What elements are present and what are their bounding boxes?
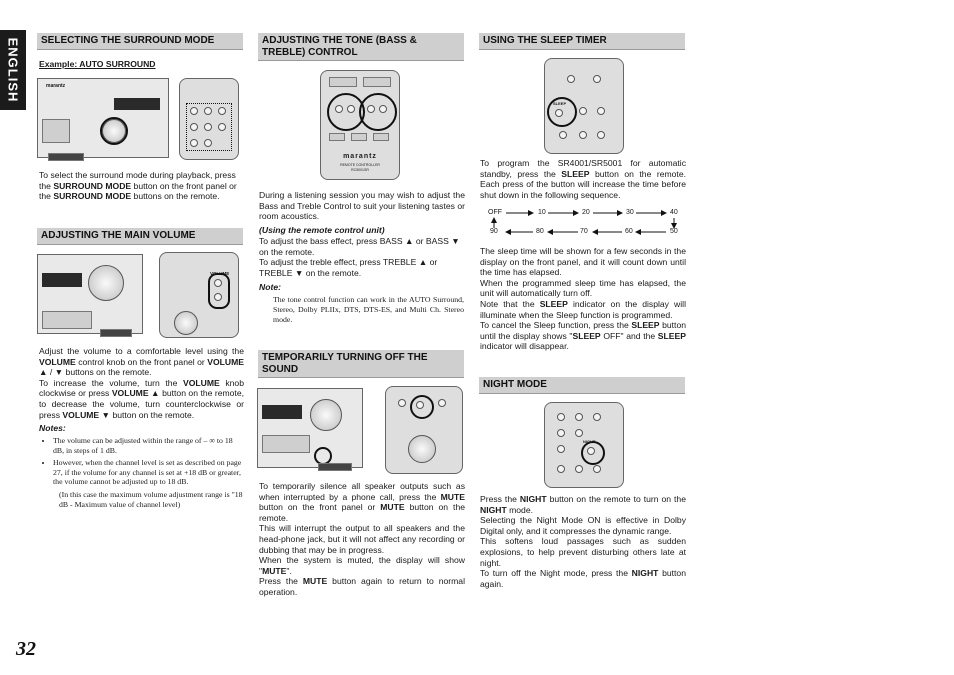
remote-key <box>363 77 391 87</box>
night-button-highlight <box>581 441 605 465</box>
tone-note-label: Note: <box>259 282 281 292</box>
sleep-body-1: To program the SR4001/SR5001 for automatic standby, press the SLEEP button on the remote. Each press of the button will increase the time before shut down in the following sequence. <box>480 158 686 200</box>
night-body-1: Press the NIGHT button on the remote to turn on the NIGHT mode. <box>480 494 686 515</box>
remote-button <box>557 465 565 473</box>
language-tab <box>0 30 26 110</box>
remote-button <box>593 75 601 83</box>
sleep-button-highlight <box>547 97 577 127</box>
seq-top-4: 40 <box>670 209 678 216</box>
remote-button <box>593 413 601 421</box>
volume-figure <box>37 252 242 340</box>
tone-remote-label: (Using the remote control unit) <box>259 225 385 235</box>
receiver-front-panel <box>37 78 169 158</box>
panel-block <box>42 119 70 143</box>
remote-key <box>373 133 389 141</box>
language-label: ENGLISH <box>5 37 21 103</box>
volume-knob <box>88 265 124 301</box>
tone-figure <box>320 70 400 180</box>
mute-body-2: This will interrupt the output to all speakers and the head-phone jack, but it will not affect any recording or dubbing that may be in progress. <box>259 523 465 555</box>
sleep-figure <box>544 58 626 154</box>
tone-treble: To adjust the treble effect, press TREBLE ▲ or TREBLE ▼ on the remote. <box>259 257 438 278</box>
remote-button <box>575 413 583 421</box>
mute-remote-highlight <box>410 395 434 419</box>
volume-notes <box>39 434 245 509</box>
remote-button <box>579 107 587 115</box>
surround-mode-highlight <box>100 117 128 145</box>
remote-brand: marantz <box>343 153 377 160</box>
surround-example: Example: AUTO SURROUND <box>39 59 156 69</box>
display-window <box>114 98 160 110</box>
seq-bottom-2: 70 <box>580 228 588 235</box>
volume-notes-label: Notes: <box>39 423 66 433</box>
remote-control <box>159 252 239 338</box>
remote-button <box>438 399 446 407</box>
seq-top-0: OFF <box>488 209 502 216</box>
tone-note: The tone control function can work in the AUTO Surround, Stereo, Dolby PLIIx, DTS, DTS-ES, and Multi Ch. Stereo mode. <box>273 295 464 324</box>
sleep-label: SLEEP <box>553 101 567 106</box>
bass-down-button <box>335 105 343 113</box>
night-body-2: Selecting the Night Mode ON is effective in Dolby Digital only, and it compresses the dynamic range. <box>480 515 686 536</box>
mute-body-4: Press the MUTE button again to return to normal operation. <box>259 576 465 597</box>
remote-key <box>329 133 345 141</box>
remote-caption: REMOTE CONTROLLER <box>340 163 380 167</box>
sleep-body-2: The sleep time will be shown for a few seconds in the display on the front panel, and it will count down until the time has elapsed. <box>480 246 686 278</box>
tone-body: During a listening session you may wish to adjust the Bass and Treble Control to suit your listening tastes or room acoustics. <box>259 190 465 222</box>
sleep-sequence-diagram <box>486 208 682 238</box>
seq-top-1: 10 <box>538 209 546 216</box>
cursor-pad <box>174 311 198 335</box>
treble-down-button <box>367 105 375 113</box>
seq-top-2: 20 <box>582 209 590 216</box>
volume-knob <box>310 399 342 431</box>
panel-foot <box>48 153 84 161</box>
bass-up-button <box>347 105 355 113</box>
remote-button <box>575 465 583 473</box>
panel-foot <box>100 329 132 337</box>
remote-control <box>544 402 624 488</box>
remote-button <box>559 131 567 139</box>
night-heading: NIGHT MODE <box>479 377 685 394</box>
mute-body-1: To temporarily silence all speaker outputs such as when interrupted by a phone call, press the MUTE button on the front panel or MUTE button on the remote. <box>259 481 465 523</box>
surround-buttons-highlight <box>186 103 232 151</box>
tone-bass: To adjust the bass effect, press BASS ▲ or BASS ▼ on the remote. <box>259 236 460 257</box>
remote-button <box>593 465 601 473</box>
panel-foot <box>318 463 352 471</box>
night-figure <box>544 402 626 488</box>
remote-button <box>597 107 605 115</box>
volume-buttons-highlight <box>208 273 230 309</box>
remote-button <box>557 413 565 421</box>
surround-figure <box>37 78 242 162</box>
remote-control <box>544 58 624 154</box>
remote-button <box>398 399 406 407</box>
volume-heading: ADJUSTING THE MAIN VOLUME <box>37 228 243 245</box>
volume-body-1: Adjust the volume to a comfortable level using the VOLUME control knob on the front panel or VOLUME ▲ / ▼ buttons on the remote. <box>39 346 244 378</box>
volume-note-2: • However, when the channel level is set as described on page 27, if the volume for any channel is set at +18 dB or greater, the volume cannot be adjusted up to 18 dB. <box>53 458 245 487</box>
volume-label: VOLUME <box>210 271 230 276</box>
mute-body <box>259 481 465 598</box>
night-body <box>480 494 686 589</box>
remote-button <box>557 429 565 437</box>
remote-button <box>567 75 575 83</box>
remote-key <box>329 77 357 87</box>
brand-logo: marantz <box>46 83 66 89</box>
mute-figure <box>257 386 467 474</box>
sleep-heading: USING THE SLEEP TIMER <box>479 33 685 50</box>
receiver-front-panel <box>37 254 143 334</box>
treble-up-button <box>379 105 387 113</box>
remote-key <box>351 133 367 141</box>
sleep-body-rest <box>480 246 686 352</box>
night-body-3: This softens loud passages such as sudden explosions, to help prevent disturbing others late at night. <box>480 536 686 568</box>
panel-block <box>42 311 92 329</box>
remote-model: RC5001SR <box>351 168 369 172</box>
surround-body: To select the surround mode during playback, press the SURROUND MODE button on the front panel or the SURROUND MODE buttons on the remote. <box>39 170 237 202</box>
sleep-body-3: When the programmed sleep time has elapsed, the unit will automatically turn off. <box>480 277 686 299</box>
panel-block <box>262 435 310 453</box>
receiver-front-panel <box>257 388 363 468</box>
volume-body <box>39 346 244 420</box>
night-body-4: To turn off the Night mode, press the NIGHT button again. <box>480 568 686 589</box>
remote-control <box>179 78 239 160</box>
remote-control <box>320 70 400 180</box>
remote-button <box>597 131 605 139</box>
display-window <box>262 405 302 419</box>
volume-note-1: • The volume can be adjusted within the range of – ∞ to 18 dB, in steps of 1 dB. <box>53 436 245 455</box>
remote-button <box>575 429 583 437</box>
cursor-pad <box>408 435 436 463</box>
mute-body-3: When the system is muted, the display will show "MUTE". <box>259 555 465 576</box>
sleep-body-5: To cancel the Sleep function, press the SLEEP button until the display shows "SLEEP OFF" and the SLEEP indicator will disappear. <box>480 320 687 352</box>
surround-heading: SELECTING THE SURROUND MODE <box>37 33 243 50</box>
volume-body-2: To increase the volume, turn the VOLUME knob clockwise or press VOLUME ▲ button on the remote, to decrease the volume, turn counterclockwise or press VOLUME ▼ button on the remote. <box>39 377 244 420</box>
seq-bottom-0: 90 <box>490 228 498 235</box>
mute-heading: TEMPORARILY TURNING OFF THE SOUND <box>258 350 464 378</box>
sleep-body-4: Note that the SLEEP indicator on the display will illuminate when the Sleep function is programmed. <box>480 298 686 320</box>
remote-button <box>579 131 587 139</box>
treble-buttons-highlight <box>359 93 397 131</box>
seq-bottom-1: 80 <box>536 228 544 235</box>
remote-control <box>385 386 463 474</box>
seq-top-3: 30 <box>626 209 634 216</box>
remote-button <box>557 445 565 453</box>
seq-bottom-4: 50 <box>670 228 678 235</box>
volume-note-3: (In this case the maximum volume adjustment range is "18 dB - Maximum value of channel level) <box>59 489 243 509</box>
seq-bottom-3: 60 <box>625 228 633 235</box>
tone-heading: ADJUSTING THE TONE (BASS & TREBLE) CONTROL <box>258 33 464 61</box>
display-window <box>42 273 82 287</box>
night-label: NIGHT <box>583 439 596 444</box>
page-number: 32 <box>16 638 36 660</box>
